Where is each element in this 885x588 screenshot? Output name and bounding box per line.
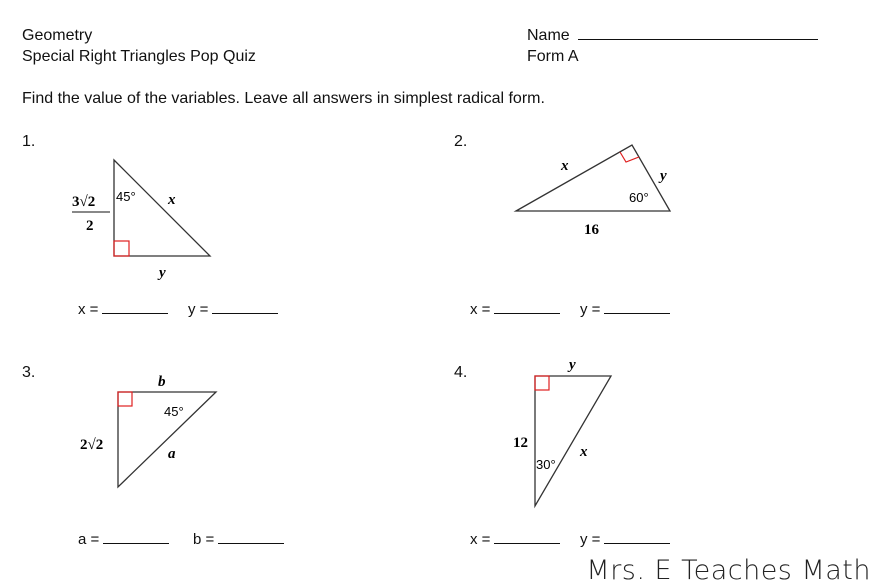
triangle-1	[72, 160, 210, 281]
answer-label: a =	[78, 531, 100, 548]
answer-blank[interactable]	[188, 301, 278, 318]
problem-number: 1.	[22, 133, 36, 150]
problem-number: 2.	[454, 133, 468, 150]
side-label-den: 2	[86, 218, 94, 234]
answer-label: y =	[580, 531, 601, 548]
answer-label: y =	[580, 301, 601, 318]
triangle-2	[516, 145, 670, 238]
leg-label-x: x	[561, 158, 569, 174]
triangle-3	[80, 374, 216, 487]
base-label: y	[159, 265, 166, 281]
hyp-label: 16	[584, 222, 599, 238]
answer-label: y =	[188, 301, 209, 318]
right-angle-marker	[114, 241, 129, 256]
angle-label: 60°	[629, 190, 649, 205]
answer-blank[interactable]	[78, 301, 168, 318]
answer-label: b =	[193, 531, 215, 548]
quiz-title: Special Right Triangles Pop Quiz	[22, 48, 256, 65]
hyp-label: a	[168, 446, 176, 462]
answer-blank[interactable]	[470, 531, 560, 548]
author-signature: Mrs. E Teaches Math	[586, 555, 871, 586]
answer-label: x =	[78, 301, 99, 318]
top-label: y	[569, 357, 576, 373]
form-label: Form A	[527, 48, 579, 65]
top-label: b	[158, 374, 166, 390]
name-label: Name	[527, 27, 570, 44]
right-angle-marker	[118, 392, 132, 406]
leg-label-y: y	[660, 168, 667, 184]
instructions: Find the value of the variables. Leave all answers in simplest radical form.	[22, 90, 545, 107]
angle-label: 30°	[536, 457, 556, 472]
answer-blank[interactable]	[78, 531, 169, 548]
side-label-num: 3√2	[72, 194, 96, 210]
angle-label: 45°	[116, 189, 136, 204]
problem-number: 4.	[454, 364, 468, 381]
triangle-4	[513, 357, 611, 506]
answer-blank[interactable]	[580, 531, 670, 548]
course-title: Geometry	[22, 27, 93, 44]
problem-number: 3.	[22, 364, 36, 381]
left-label: 2√2	[80, 437, 104, 453]
hyp-label: x	[580, 444, 588, 460]
right-angle-marker	[535, 376, 549, 390]
angle-label: 45°	[164, 404, 184, 419]
answer-blank[interactable]	[193, 531, 284, 548]
answer-blank[interactable]	[580, 301, 670, 318]
answer-label: x =	[470, 301, 491, 318]
answer-label: x =	[470, 531, 491, 548]
answer-blank[interactable]	[470, 301, 560, 318]
hyp-label: x	[168, 192, 176, 208]
left-label: 12	[513, 435, 528, 451]
